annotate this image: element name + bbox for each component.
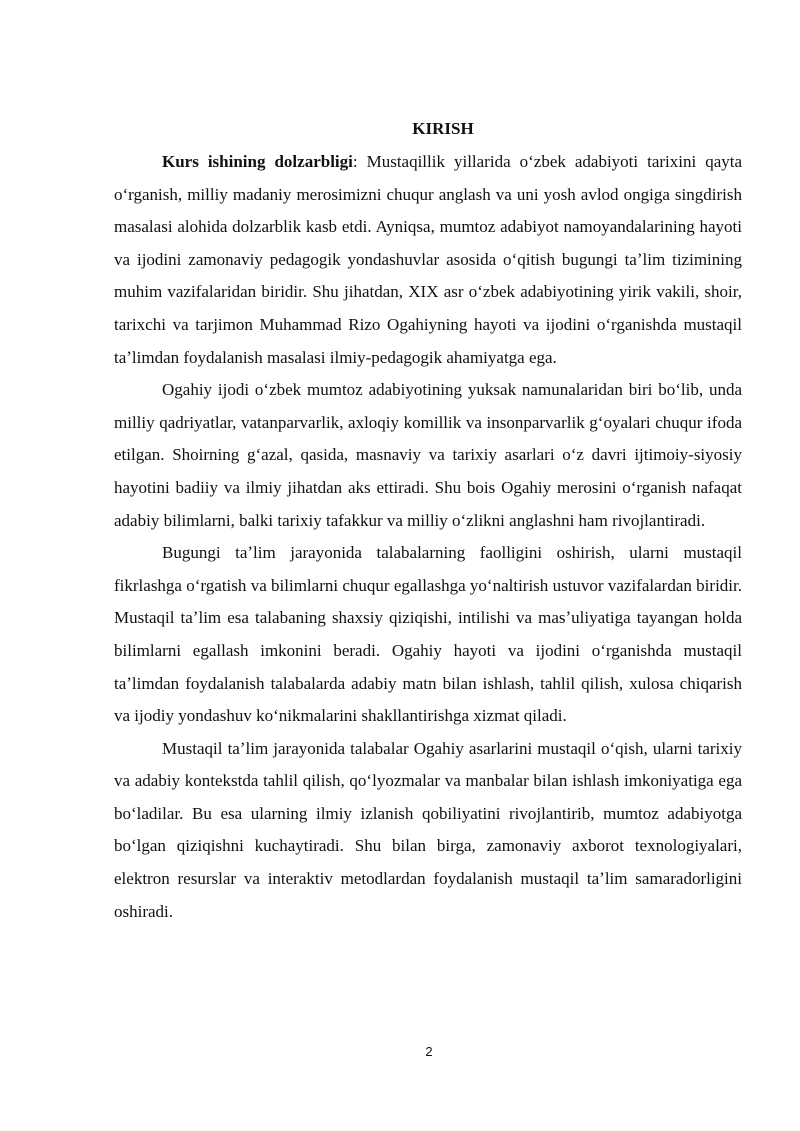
- paragraph-lead-term: Kurs ishining dolzarbligi: [162, 152, 353, 171]
- paragraph-ogahiy-work: Ogahiy ijodi oʻzbek mumtoz adabiyotining yuksak namunalaridan biri boʻlib, unda milliy qadriyatlar, vatanparvarlik, axloqiy komillik va insonparvarlik gʻoyalari chuqur ifoda etilgan. Shoirning gʻazal, qasida, masnaviy va tarixiy asarlari oʻz davri ijtimoiy-siyosiy hayotini badiiy va ilmiy jihatdan aks ettiradi. Shu bois Ogahiy merosini oʻrganish nafaqat adabiy bilimlarni, balki tarixiy tafakkur va milliy oʻzlikni anglashni ham rivojlantiradi.: [114, 380, 742, 530]
- section-heading: KIRISH: [412, 119, 474, 138]
- paragraph-relevance: [114, 146, 742, 374]
- page-content: [114, 119, 742, 928]
- paragraph-text: : Mustaqillik yillarida oʻzbek adabiyoti tarixini qayta oʻrganish, milliy madaniy merosimizni chuqur anglash va uni yosh avlod ongiga singdirish masalasi alohida dolzarblik kasb etdi. Ayniqsa, mumtoz adabiyot namoyandalarining hayoti va ijodini zamonaviy pedagogik yondashuvlar asosida oʻqitish bugungi taʼlim tizimining muhim vazifalaridan biridir. Shu jihatdan, XIX asr oʻzbek adabiyotining yirik vakili, shoir, tarixchi va tarjimon Muhammad Rizo Ogahiyning hayoti va ijodini oʻrganishda mustaqil taʼlimdan foydalanish masalasi ilmiy-pedagogik ahamiyatga ega.: [114, 152, 743, 367]
- paragraph-education-process: Bugungi taʼlim jarayonida talabalarning faolligini oshirish, ularni mustaqil fikrlashga oʻrgatish va bilimlarni chuqur egallashga yoʻnaltirish ustuvor vazifalardan biridir. Mustaqil taʼlim esa talabaning shaxsiy qiziqishi, intilishi va masʼuliyatiga tayangan holda bilimlarni egallash imkonini beradi. Ogahiy hayoti va ijodini oʻrganishda mustaqil taʼlimdan foydalanish talabalarda adabiy matn bilan ishlash, tahlil qilish, xulosa chiqarish va ijodiy yondashuv koʻnikmalarini shakllantirishga xizmat qiladi.: [114, 543, 742, 726]
- page-number: 2: [425, 1044, 433, 1059]
- paragraph-independent-study: Mustaqil taʼlim jarayonida talabalar Ogahiy asarlarini mustaqil oʻqish, ularni tarixiy va adabiy kontekstda tahlil qilish, qoʻlyozmalar va manbalar bilan ishlash imkoniyatiga ega boʻladilar. Bu esa ularning ilmiy izlanish qobiliyatini rivojlantirib, mumtoz adabiyotga boʻlgan qiziqishni kuchaytiradi. Shu bilan birga, zamonaviy axborot texnologiyalari, elektron resurslar va interaktiv metodlardan foydalanish mustaqil taʼlim samaradorligini oshiradi.: [114, 738, 742, 921]
